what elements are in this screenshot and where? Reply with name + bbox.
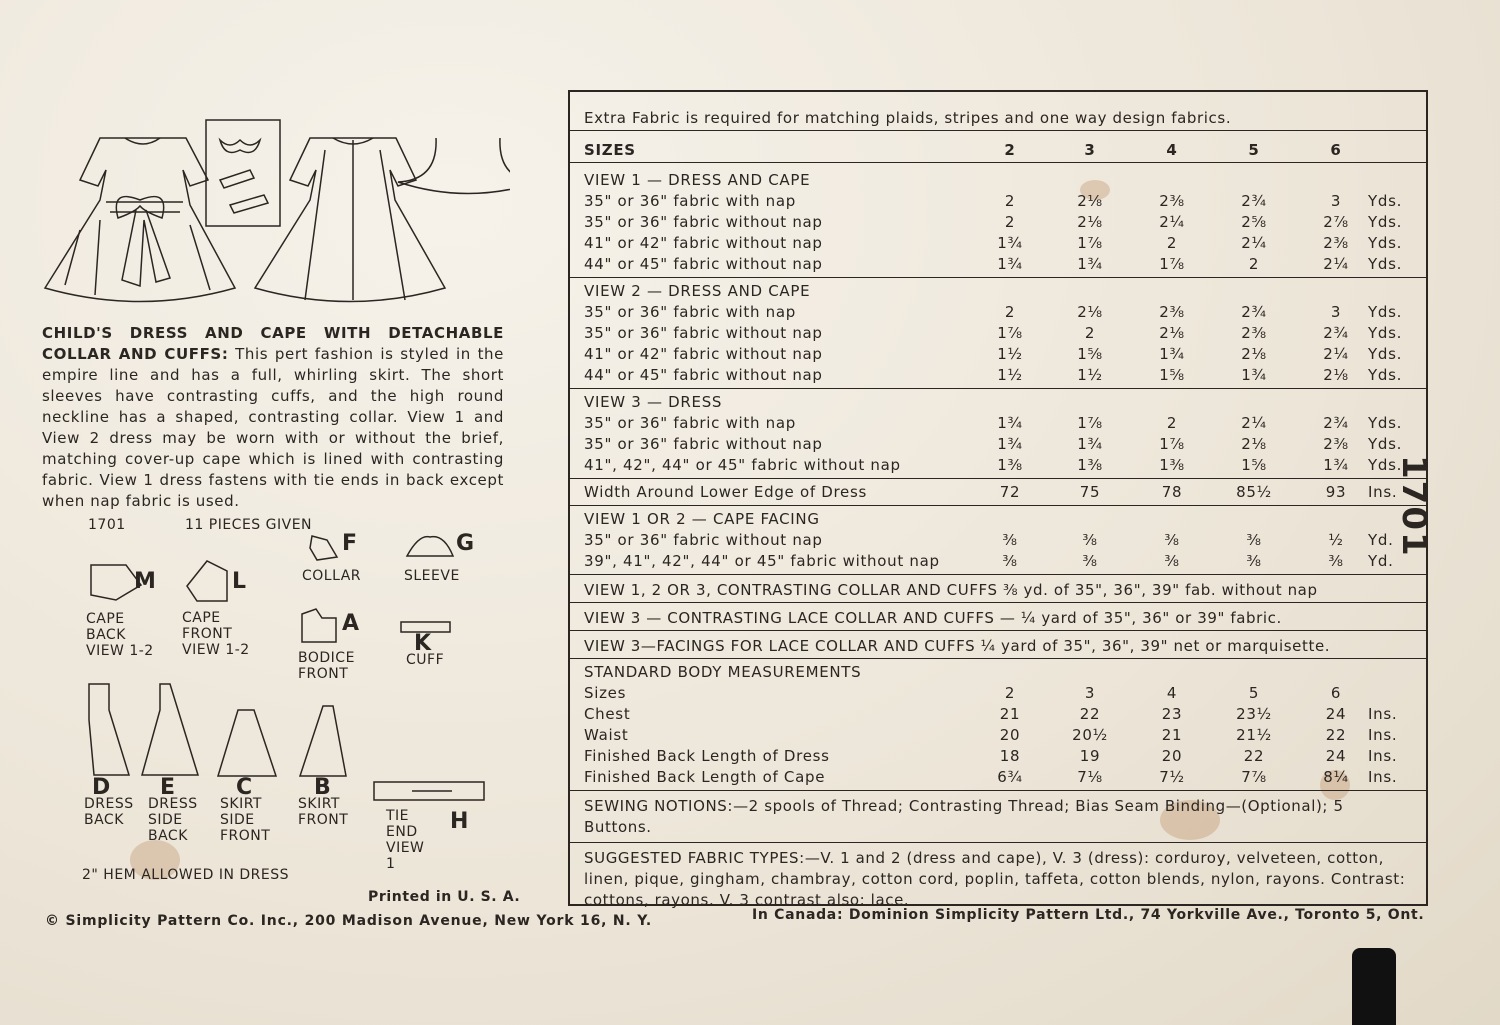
table-row bbox=[584, 455, 1416, 475]
table-row bbox=[584, 530, 1416, 550]
cell-value: 2 bbox=[1004, 684, 1016, 702]
bodice-front-piece-icon bbox=[298, 606, 342, 646]
cell-value: ⅜ bbox=[1002, 531, 1018, 549]
cell-value: 2 bbox=[1084, 324, 1096, 342]
contrast-note: VIEW 1, 2 OR 3, CONTRASTING COLLAR AND CUFFS ⅜ yd. of 35", 36", 39" fab. without nap bbox=[584, 581, 1318, 599]
divider bbox=[570, 602, 1426, 603]
cell-value: 1¾ bbox=[1241, 366, 1267, 384]
divider bbox=[570, 658, 1426, 659]
table-row bbox=[584, 323, 1416, 343]
cell-value: 78 bbox=[1161, 483, 1183, 501]
cell-value: 20½ bbox=[1072, 726, 1108, 744]
sleeve-piece-icon bbox=[404, 532, 456, 564]
envelope-tab bbox=[1352, 948, 1396, 1025]
table-row bbox=[584, 413, 1416, 433]
cell-value: 6 bbox=[1330, 684, 1342, 702]
footer-canada: In Canada: Dominion Simplicity Pattern Ltd., 74 Yorkville Ave., Toronto 5, Ont. bbox=[752, 907, 1425, 923]
cell-value: 22 bbox=[1325, 726, 1347, 744]
extra-fabric-note: Extra Fabric is required for matching plaids, stripes and one way design fabrics. bbox=[584, 109, 1232, 127]
piece-f: F COLLAR bbox=[302, 531, 362, 584]
section-title: VIEW 3 — DRESS bbox=[584, 393, 723, 411]
cell-value: 2 bbox=[1004, 303, 1016, 321]
cell-unit: Ins. bbox=[1368, 768, 1398, 786]
cell-value: 3 bbox=[1084, 684, 1096, 702]
piece-g: G SLEEVE bbox=[404, 531, 475, 584]
printed-note: Printed in U. S. A. bbox=[368, 889, 521, 905]
footer-publisher: © Simplicity Pattern Co. Inc., 200 Madison Avenue, New York 16, N. Y. bbox=[45, 913, 652, 929]
cell-unit: Ins. bbox=[1368, 747, 1398, 765]
cell-value: 2⅝ bbox=[1241, 213, 1267, 231]
divider bbox=[570, 505, 1426, 506]
cell-value: 1⅜ bbox=[997, 456, 1023, 474]
cell-value: 2¼ bbox=[1323, 345, 1349, 363]
cell-value: 2⅜ bbox=[1323, 435, 1349, 453]
skirt-side-front-piece-icon bbox=[216, 706, 278, 780]
cell-value: 1½ bbox=[997, 366, 1023, 384]
cell-value: 1⅜ bbox=[1159, 456, 1185, 474]
cell-unit: Yds. bbox=[1368, 456, 1403, 474]
piece-a: A BODICE FRONT bbox=[298, 606, 368, 682]
table-row bbox=[584, 254, 1416, 274]
cell-value: 2 bbox=[1166, 234, 1178, 252]
cell-unit: Yds. bbox=[1368, 435, 1403, 453]
row-label: 39", 41", 42", 44" or 45" fabric without nap bbox=[584, 552, 940, 570]
cell-value: 1¾ bbox=[997, 414, 1023, 432]
row-label: 35" or 36" fabric with nap bbox=[584, 192, 796, 210]
cell-value: 19 bbox=[1079, 747, 1101, 765]
table-row bbox=[584, 551, 1416, 571]
cell-value: 2⅜ bbox=[1241, 324, 1267, 342]
cell-value: 2¾ bbox=[1323, 414, 1349, 432]
cell-unit: Yds. bbox=[1368, 366, 1403, 384]
cell-value: 3 bbox=[1330, 303, 1342, 321]
table-row bbox=[584, 191, 1416, 211]
piece-d: D DRESS BACK bbox=[84, 680, 134, 828]
cell-unit: Ins. bbox=[1368, 726, 1398, 744]
cell-value: ⅜ bbox=[1082, 552, 1098, 570]
cell-value: 1⅝ bbox=[1159, 366, 1185, 384]
cell-value: 2⅛ bbox=[1077, 192, 1103, 210]
cell-value: ½ bbox=[1328, 531, 1344, 549]
cell-value: 7½ bbox=[1159, 768, 1185, 786]
row-label: Finished Back Length of Dress bbox=[584, 747, 830, 765]
row-label: 35" or 36" fabric with nap bbox=[584, 414, 796, 432]
cell-value: 2¼ bbox=[1323, 255, 1349, 273]
pieces-given: 11 PIECES GIVEN bbox=[185, 517, 313, 533]
collar-piece-icon bbox=[302, 532, 342, 564]
side-pattern-number: 1701 bbox=[1394, 455, 1434, 558]
dress-back-piece-icon bbox=[84, 680, 134, 780]
row-label: 35" or 36" fabric without nap bbox=[584, 213, 823, 231]
cell-value: 1½ bbox=[1077, 366, 1103, 384]
cell-unit: Yds. bbox=[1368, 234, 1403, 252]
cell-value: 85½ bbox=[1236, 483, 1272, 501]
cell-value: 1¾ bbox=[997, 435, 1023, 453]
table-row bbox=[584, 365, 1416, 385]
cape-front-piece-icon bbox=[182, 556, 237, 604]
cell-value: 3 bbox=[1330, 192, 1342, 210]
cell-value: 2¾ bbox=[1241, 192, 1267, 210]
cell-value: 20 bbox=[1161, 747, 1183, 765]
cell-value: 2 bbox=[1004, 213, 1016, 231]
table-row bbox=[584, 482, 1416, 502]
cell-value: ⅜ bbox=[1002, 552, 1018, 570]
cell-value: ⅜ bbox=[1164, 552, 1180, 570]
piece-c: C SKIRT SIDE FRONT bbox=[216, 706, 280, 844]
divider bbox=[570, 790, 1426, 791]
cell-value: 24 bbox=[1325, 705, 1347, 723]
cell-value: 2¾ bbox=[1323, 324, 1349, 342]
tie-end-piece-icon bbox=[372, 778, 488, 804]
row-label: Finished Back Length of Cape bbox=[584, 768, 826, 786]
contrast-note: VIEW 3 — CONTRASTING LACE COLLAR AND CUFFS — ¼ yard of 35", 36" or 39" fabric. bbox=[584, 609, 1282, 627]
cell-unit: Ins. bbox=[1368, 705, 1398, 723]
skirt-front-piece-icon bbox=[298, 702, 348, 780]
cell-value: 2⅛ bbox=[1323, 366, 1349, 384]
cell-value: 7⅛ bbox=[1077, 768, 1103, 786]
cell-value: 2⅜ bbox=[1323, 234, 1349, 252]
cell-value: 1⅞ bbox=[1159, 435, 1185, 453]
table-row bbox=[584, 767, 1416, 787]
cell-value: 2¼ bbox=[1241, 234, 1267, 252]
dress-side-back-piece-icon bbox=[140, 680, 202, 780]
cell-unit: Ins. bbox=[1368, 483, 1398, 501]
piece-k: K CUFF bbox=[398, 618, 454, 668]
section-title: VIEW 1 OR 2 — CAPE FACING bbox=[584, 510, 820, 528]
cell-value: 5 bbox=[1248, 684, 1260, 702]
piece-b: B SKIRT FRONT bbox=[298, 702, 358, 828]
cell-value: 2⅜ bbox=[1159, 303, 1185, 321]
divider bbox=[570, 630, 1426, 631]
table-row bbox=[584, 212, 1416, 232]
table-row bbox=[584, 302, 1416, 322]
section-title: STANDARD BODY MEASUREMENTS bbox=[584, 663, 862, 681]
cell-value: 72 bbox=[999, 483, 1021, 501]
row-label: 35" or 36" fabric with nap bbox=[584, 303, 796, 321]
cell-unit: Yds. bbox=[1368, 345, 1403, 363]
cell-value: 2⅛ bbox=[1241, 435, 1267, 453]
table-row bbox=[584, 233, 1416, 253]
cell-value: 18 bbox=[999, 747, 1021, 765]
divider bbox=[570, 574, 1426, 575]
cell-value: 2⅜ bbox=[1159, 192, 1185, 210]
contrast-note: VIEW 3—FACINGS FOR LACE COLLAR AND CUFFS ¼ yard of 35", 36", 39" net or marquisette. bbox=[584, 637, 1331, 655]
cell-value: 2⅞ bbox=[1323, 213, 1349, 231]
table-row bbox=[584, 704, 1416, 724]
cell-value: 2¾ bbox=[1241, 303, 1267, 321]
divider bbox=[570, 388, 1426, 389]
sewing-notions: SEWING NOTIONS:—2 spools of Thread; Contrasting Thread; Bias Seam Binding—(Optional); 5 Buttons. bbox=[584, 797, 1344, 836]
row-label: Waist bbox=[584, 726, 629, 744]
table-row bbox=[584, 725, 1416, 745]
row-label: 35" or 36" fabric without nap bbox=[584, 324, 823, 342]
sizes-row: SIZES 2 3 4 5 6 bbox=[584, 141, 1342, 159]
row-label: Sizes bbox=[584, 684, 627, 702]
garment-illustrations bbox=[40, 110, 510, 310]
cell-value: 1⅞ bbox=[1077, 414, 1103, 432]
section-title: VIEW 1 — DRESS AND CAPE bbox=[584, 171, 811, 189]
cell-value: ⅜ bbox=[1082, 531, 1098, 549]
cell-value: 4 bbox=[1166, 684, 1178, 702]
cell-value: 2 bbox=[1166, 414, 1178, 432]
cell-value: 2⅛ bbox=[1241, 345, 1267, 363]
piece-h: H TIE END VIEW 1 bbox=[372, 778, 488, 872]
cell-value: 2⅛ bbox=[1159, 324, 1185, 342]
row-label: 41", 42", 44" or 45" fabric without nap bbox=[584, 456, 901, 474]
cell-value: 1⅝ bbox=[1077, 345, 1103, 363]
yardage-table bbox=[568, 90, 1428, 909]
cell-value: 1⅞ bbox=[1159, 255, 1185, 273]
cell-value: 2⅛ bbox=[1077, 303, 1103, 321]
cell-value: 1¾ bbox=[1077, 255, 1103, 273]
cell-value: 22 bbox=[1079, 705, 1101, 723]
cell-value: 2¼ bbox=[1241, 414, 1267, 432]
cell-unit: Yds. bbox=[1368, 303, 1403, 321]
cell-value: 23½ bbox=[1236, 705, 1272, 723]
cell-value: 1¾ bbox=[1323, 456, 1349, 474]
piece-l: L CAPE FRONT VIEW 1-2 bbox=[182, 556, 262, 658]
cell-value: ⅜ bbox=[1328, 552, 1344, 570]
cell-unit: Yd. bbox=[1368, 531, 1394, 549]
cell-value: 1¾ bbox=[997, 234, 1023, 252]
cell-value: 1¾ bbox=[1159, 345, 1185, 363]
divider bbox=[570, 277, 1426, 278]
table-row bbox=[584, 746, 1416, 766]
cell-value: 2 bbox=[1248, 255, 1260, 273]
description-heading: CHILD'S DRESS AND CAPE WITH DETACHABLE COLLAR AND CUFFS: bbox=[42, 324, 504, 363]
row-label: 44" or 45" fabric without nap bbox=[584, 366, 823, 384]
cell-value: 6¾ bbox=[997, 768, 1023, 786]
description-body: This pert fashion is styled in the empire line and has a full, whirling skirt. The short sleeves have contrasting cuffs, and the high round neckline has a shaped, contrasting collar. View 1 and View 2 dress may be worn with or without the brief, matching cover-up cape which is lined with contrasting fabric. View 1 dress fastens with tie ends in back except when nap fabric is used. bbox=[42, 345, 504, 510]
cell-value: ⅜ bbox=[1164, 531, 1180, 549]
cell-value: 24 bbox=[1325, 747, 1347, 765]
row-label: Chest bbox=[584, 705, 631, 723]
cell-unit: Yds. bbox=[1368, 255, 1403, 273]
cell-value: 1⅜ bbox=[1077, 456, 1103, 474]
row-label: Width Around Lower Edge of Dress bbox=[584, 483, 868, 501]
divider bbox=[570, 842, 1426, 843]
row-label: 41" or 42" fabric without nap bbox=[584, 234, 823, 252]
hem-note: 2" HEM ALLOWED IN DRESS bbox=[82, 867, 289, 883]
cell-value: 8¼ bbox=[1323, 768, 1349, 786]
cell-value: ⅜ bbox=[1246, 552, 1262, 570]
cell-value: 2 bbox=[1004, 192, 1016, 210]
cell-unit: Yds. bbox=[1368, 414, 1403, 432]
cell-value: 21½ bbox=[1236, 726, 1272, 744]
cell-value: 1⅝ bbox=[1241, 456, 1267, 474]
cell-value: 21 bbox=[1161, 726, 1183, 744]
cell-value: 7⅞ bbox=[1241, 768, 1267, 786]
suggested-fabrics: SUGGESTED FABRIC TYPES:—V. 1 and 2 (dress and cape), V. 3 (dress): corduroy, velveteen, cotton, linen, pique, gingham, chambray, cotton cord, poplin, taffeta, cotton blends, nylon, rayons. Contrast: cottons, rayons. V. 3 contrast also: lace. bbox=[584, 849, 1406, 909]
piece-m: M CAPE BACK VIEW 1-2 bbox=[86, 560, 166, 659]
table-row bbox=[584, 344, 1416, 364]
cell-unit: Yds. bbox=[1368, 192, 1403, 210]
table-row bbox=[584, 683, 1416, 703]
cell-value: 1½ bbox=[997, 345, 1023, 363]
cell-value: 23 bbox=[1161, 705, 1183, 723]
pattern-number: 1701 bbox=[88, 517, 126, 533]
cell-value: 93 bbox=[1325, 483, 1347, 501]
cell-value: 2⅛ bbox=[1077, 213, 1103, 231]
piece-e: E DRESS SIDE BACK bbox=[140, 680, 202, 844]
table-row bbox=[584, 434, 1416, 454]
cell-unit: Yd. bbox=[1368, 552, 1394, 570]
cell-value: 1¾ bbox=[1077, 435, 1103, 453]
cell-value: ⅜ bbox=[1246, 531, 1262, 549]
description bbox=[42, 323, 504, 512]
row-label: 35" or 36" fabric without nap bbox=[584, 435, 823, 453]
row-label: 41" or 42" fabric without nap bbox=[584, 345, 823, 363]
cell-value: 21 bbox=[999, 705, 1021, 723]
section-title: VIEW 2 — DRESS AND CAPE bbox=[584, 282, 811, 300]
cell-value: 1⅞ bbox=[1077, 234, 1103, 252]
cell-value: 2¼ bbox=[1159, 213, 1185, 231]
cell-unit: Yds. bbox=[1368, 324, 1403, 342]
cell-unit: Yds. bbox=[1368, 213, 1403, 231]
cell-value: 1¾ bbox=[997, 255, 1023, 273]
divider bbox=[570, 478, 1426, 479]
cell-value: 1⅞ bbox=[997, 324, 1023, 342]
cell-value: 20 bbox=[999, 726, 1021, 744]
row-label: 35" or 36" fabric without nap bbox=[584, 531, 823, 549]
cell-value: 75 bbox=[1079, 483, 1101, 501]
row-label: 44" or 45" fabric without nap bbox=[584, 255, 823, 273]
cell-value: 22 bbox=[1243, 747, 1265, 765]
